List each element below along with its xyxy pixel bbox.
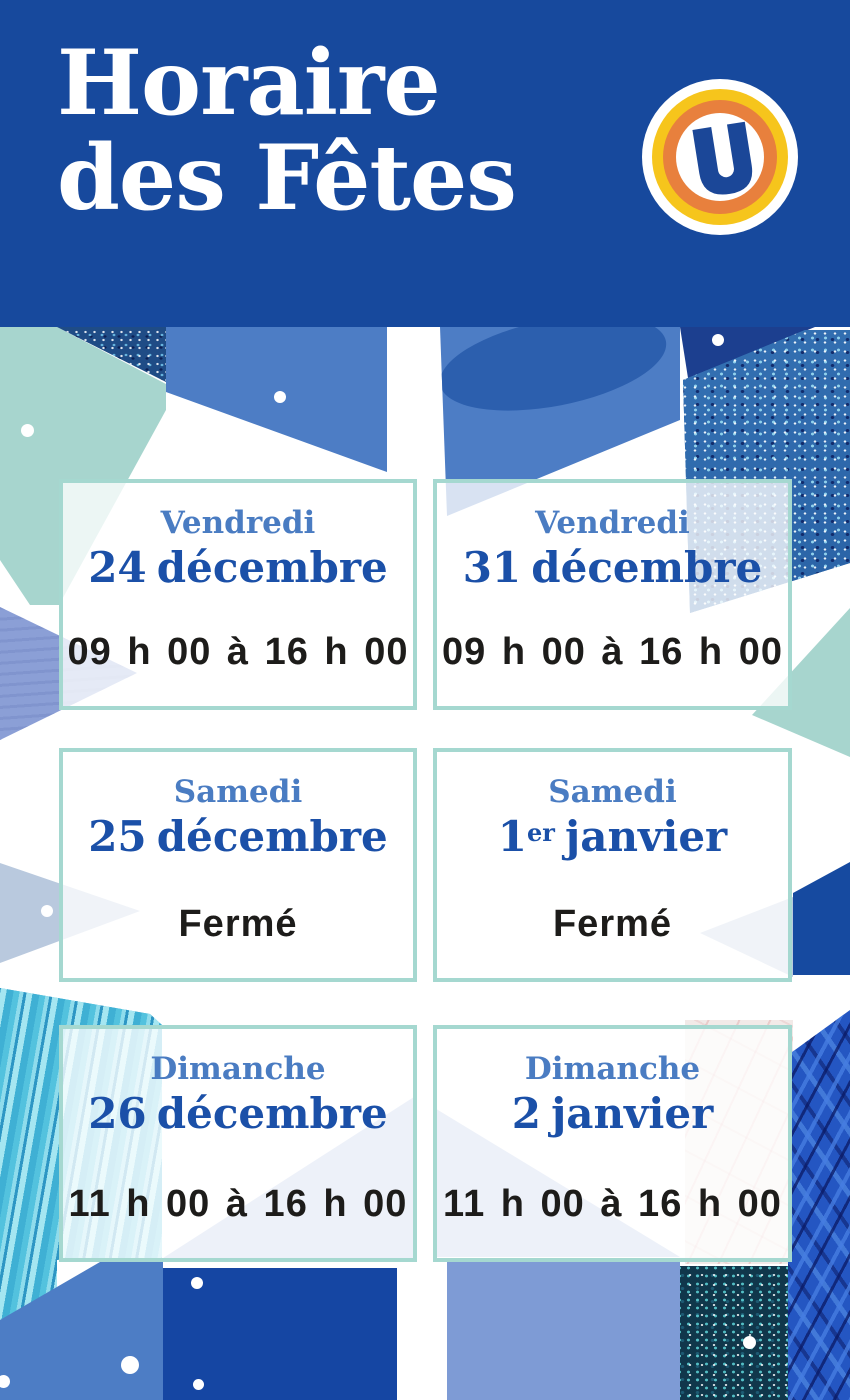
snow-dot	[121, 1356, 139, 1374]
hours-label: 09 h 00 à 16 h 00	[442, 631, 783, 673]
day-label: Dimanche	[150, 1051, 326, 1087]
date-label: 25 décembre	[88, 812, 388, 861]
closed-label: Fermé	[552, 903, 673, 945]
schedule-card-dimanche-2	[433, 1025, 792, 1262]
page-title-line1: Horaire	[57, 30, 440, 136]
hours-label: 11 h 00 à 16 h 00	[443, 1183, 782, 1225]
closed-label: Fermé	[178, 903, 298, 945]
date-label: 1er janvier	[497, 812, 728, 861]
schedule-card-vendredi-24	[59, 479, 417, 710]
header	[0, 0, 850, 327]
schedule-card-vendredi-31	[433, 479, 792, 710]
snow-dot	[274, 391, 286, 403]
day-label: Samedi	[173, 774, 303, 810]
date-label: 26 décembre	[88, 1089, 388, 1138]
schedule-card-dimanche-26	[59, 1025, 417, 1262]
date-label: 31 décembre	[462, 543, 763, 592]
date-label: 24 décembre	[88, 543, 388, 592]
snow-dot	[191, 1277, 203, 1289]
snow-dot	[41, 905, 53, 917]
schedule-card-samedi-1er	[433, 748, 792, 982]
hours-label: 11 h 00 à 16 h 00	[68, 1183, 408, 1225]
uniprix-logo	[641, 78, 799, 236]
page-title	[57, 30, 516, 232]
day-label: Dimanche	[524, 1051, 701, 1087]
page-title-line2: des Fêtes	[57, 125, 516, 232]
day-label: Samedi	[548, 774, 677, 810]
snow-dot	[712, 334, 724, 346]
snow-dot	[21, 424, 34, 437]
day-label: Vendredi	[535, 505, 690, 541]
date-label: 2 janvier	[511, 1089, 714, 1138]
snow-dot	[193, 1379, 204, 1390]
schedule-card-samedi-25	[59, 748, 417, 982]
snow-dot	[743, 1336, 756, 1349]
hours-label: 09 h 00 à 16 h 00	[67, 631, 409, 673]
day-label: Vendredi	[160, 505, 316, 541]
